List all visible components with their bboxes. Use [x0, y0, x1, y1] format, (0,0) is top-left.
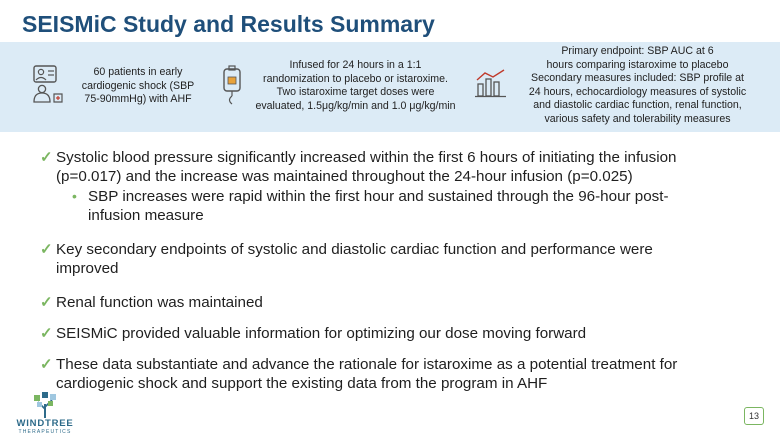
- study-design-band: [0, 42, 780, 132]
- check-icon: ✓: [40, 241, 53, 258]
- patients-text: 60 patients in early cardiogenic shock (SBP 75-90mmHg) with AHF: [81, 66, 195, 105]
- infusion-text: Infused for 24 hours in a 1:1 randomization to placebo or istaroxime. Two istaroxime target doses were evaluated, 1.5μg/kg/min and 1.0 μg/kg/min: [255, 59, 456, 112]
- tree-logo-icon: [32, 392, 58, 418]
- company-logo: [6, 392, 84, 436]
- list-item: ✓ These data substantiate and advance the rationale for istaroxime as a potential treatment for cardiogenic shock and support the existing data from the program in AHF: [40, 356, 678, 392]
- check-icon: ✓: [40, 294, 53, 311]
- logo-name: WINDTREE: [16, 418, 74, 429]
- bullet-icon: •: [72, 188, 77, 204]
- page-number: 13: [744, 407, 764, 425]
- list-item: ✓ Key secondary endpoints of systolic and diastolic cardiac function and performance were improved: [40, 241, 653, 277]
- check-icon: ✓: [40, 356, 53, 373]
- list-item: ✓ Systolic blood pressure significantly increased within the first 6 hours of initiating the infusion (p=0.017) and the increase was maintained throughout the 24-hour infusion (p=0.025): [40, 149, 677, 185]
- check-icon: ✓: [40, 149, 53, 166]
- doctor-patient-icon: [30, 64, 66, 104]
- list-item: ✓ Renal function was maintained: [40, 294, 263, 311]
- infusion-bag-icon: [220, 65, 244, 105]
- sub-list-item: • SBP increases were rapid within the first hour and sustained through the 96-hour post- infusion measure: [72, 188, 669, 224]
- page-title: SEISMiC Study and Results Summary: [22, 11, 435, 37]
- bar-chart-icon: [474, 68, 508, 98]
- check-icon: ✓: [40, 325, 53, 342]
- list-item: ✓ SEISMiC provided valuable information for optimizing our dose moving forward: [40, 325, 587, 342]
- endpoints-text: Primary endpoint: SBP AUC at 6 hours comparing istaroxime to placebo Secondary measures included: SBP profile at 24 hours, echocardiology measures of systolic and diastolic cardiac function, renal function, various safety and tolerability measures: [528, 45, 747, 125]
- results-list: [40, 148, 770, 393]
- logo-subtitle: THERAPEUTICS: [18, 429, 72, 435]
